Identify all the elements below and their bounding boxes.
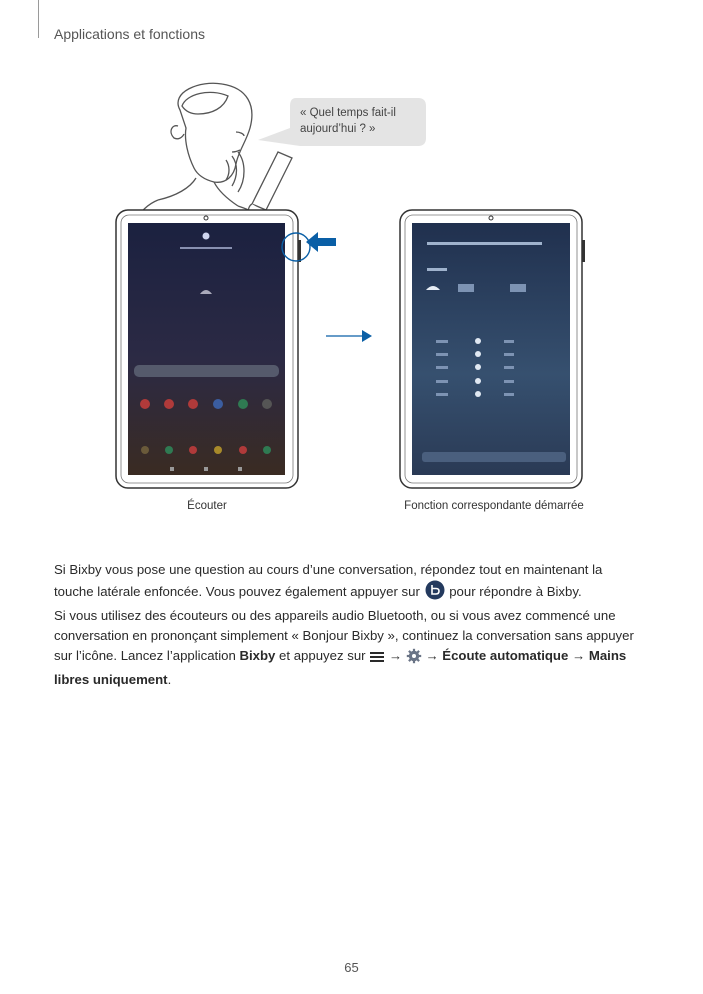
tablet-right	[400, 210, 585, 488]
caption-left: Écouter	[187, 500, 227, 512]
transition-arrow-icon	[326, 330, 372, 342]
para2-line2: conversation en prononçant simplement « Bonjour Bixby », continuez la conversation sans appuyer	[54, 628, 634, 643]
person-figure	[136, 83, 264, 220]
para2-line3-mid: et appuyez sur	[275, 648, 366, 663]
para1-line1: Si Bixby vous pose une question au cours d’une conversation, répondez tout en maintenant la	[54, 562, 603, 577]
menu-icon	[369, 650, 385, 670]
speech-line-2: aujourd’hui ? »	[300, 123, 376, 135]
setting-auto-listen: Écoute automatique	[442, 648, 569, 663]
speech-bubble	[258, 98, 426, 146]
para1-line2-before: touche latérale enfoncée. Vous pouvez également appuyer sur	[54, 584, 420, 599]
arrow-1: →	[388, 648, 403, 663]
setting-hands-free-a: Mains	[588, 648, 627, 663]
paragraph-2	[54, 606, 654, 690]
tablet-left	[116, 210, 310, 488]
arrow-2: →	[425, 648, 439, 663]
gear-icon	[406, 648, 422, 670]
arrow-3: →	[572, 648, 586, 663]
paragraph-1	[54, 560, 654, 606]
bixby-app-name: Bixby	[239, 648, 276, 663]
section-header: Applications et fonctions	[54, 26, 205, 42]
final-period: .	[167, 672, 172, 687]
para2-line3-text: sur l’icône. Lancez l’application	[54, 648, 240, 663]
bixby-icon	[424, 580, 446, 606]
page-number: 65	[344, 960, 359, 975]
caption-right: Fonction correspondante démarrée	[404, 500, 584, 512]
speech-line-1: « Quel temps fait-il	[300, 107, 396, 119]
para2-line1: Si vous utilisez des écouteurs ou des appareils audio Bluetooth, ou si vous avez commencé une	[54, 608, 616, 623]
hand-phone	[249, 152, 293, 216]
setting-hands-free-b: libres uniquement	[54, 672, 168, 687]
para1-line2-after: pour répondre à Bixby.	[449, 584, 582, 599]
